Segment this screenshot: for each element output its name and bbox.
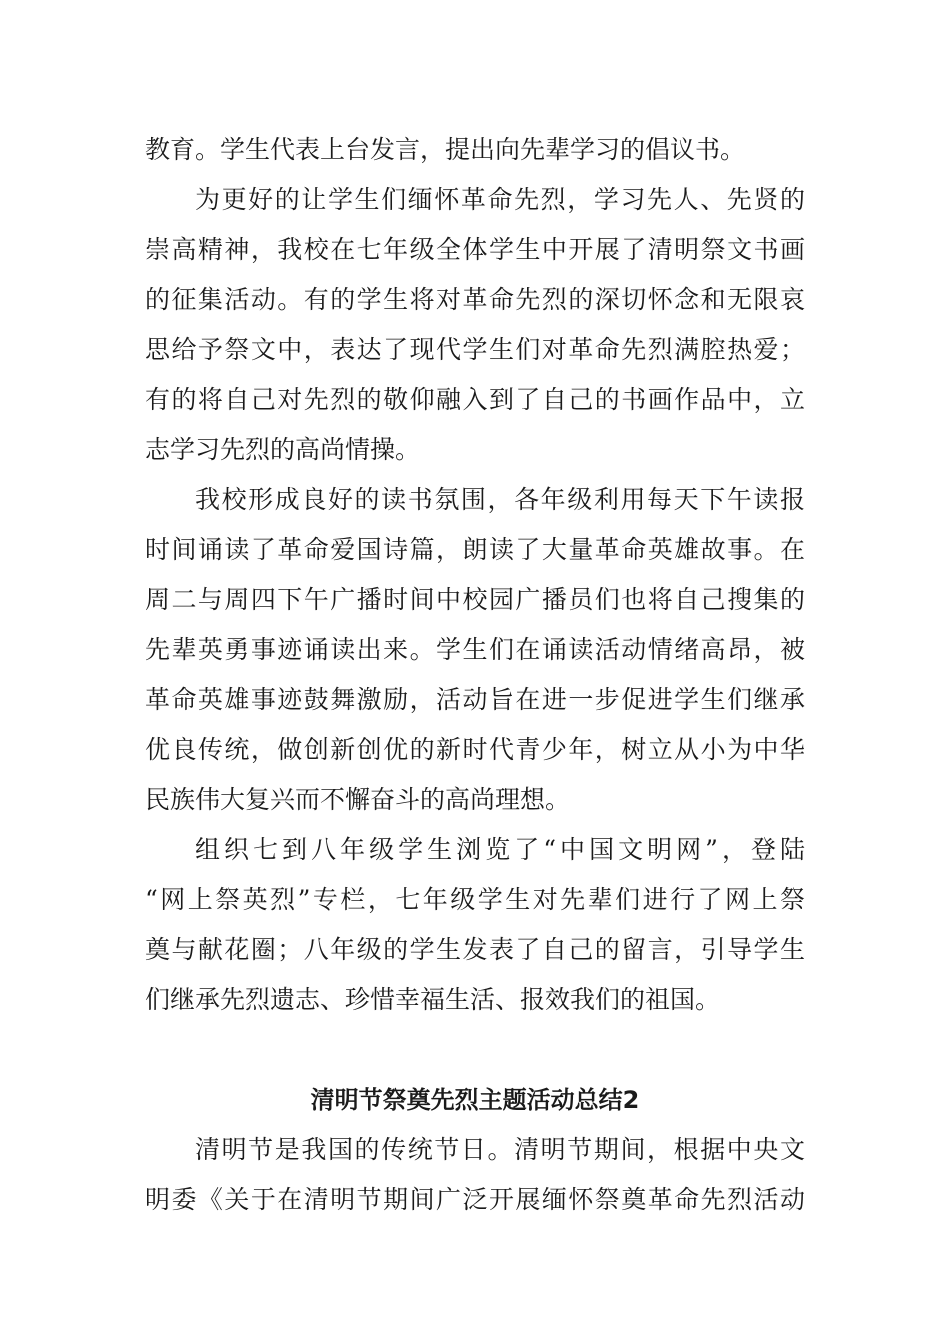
paragraph-3-line-1: 我校形成良好的读书氛围，各年级利用每天下午读报 xyxy=(195,485,805,514)
section-paragraph-line-2: 明委《关于在清明节期间广泛开展缅怀祭奠革命先烈活动 xyxy=(145,1185,805,1214)
paragraph-2-line-4: 思给予祭文中，表达了现代学生们对革命先烈满腔热爱； xyxy=(145,335,805,364)
paragraph-2-line-5: 有的将自己对先烈的敬仰融入到了自己的书画作品中，立 xyxy=(145,385,805,414)
paragraph-3-line-7: 民族伟大复兴而不懈奋斗的高尚理想。 xyxy=(145,785,571,814)
paragraph-1-line-1: 教育。学生代表上台发言，提出向先辈学习的倡议书。 xyxy=(145,135,746,164)
paragraph-2-line-3: 的征集活动。有的学生将对革命先烈的深切怀念和无限哀 xyxy=(145,285,805,314)
paragraph-4-line-1: 组织七到八年级学生浏览了“中国文明网”，登陆 xyxy=(195,835,805,864)
section-paragraph-line-1: 清明节是我国的传统节日。清明节期间，根据中央文 xyxy=(195,1135,805,1164)
paragraph-2-line-2: 崇高精神，我校在七年级全体学生中开展了清明祭文书画 xyxy=(145,235,805,264)
paragraph-4-line-4: 们继承先烈遗志、珍惜幸福生活、报效我们的祖国。 xyxy=(145,985,721,1014)
paragraph-3-line-2: 时间诵读了革命爱国诗篇，朗读了大量革命英雄故事。在 xyxy=(145,535,805,564)
paragraph-3-line-5: 革命英雄事迹鼓舞激励，活动旨在进一步促进学生们继承 xyxy=(145,685,805,714)
paragraph-3-line-3: 周二与周四下午广播时间中校园广播员们也将自己搜集的 xyxy=(145,585,805,614)
paragraph-4-line-2: “网上祭英烈”专栏，七年级学生对先辈们进行了网上祭 xyxy=(145,885,805,914)
section-heading: 清明节祭奠先烈主题活动总结2 xyxy=(310,1086,640,1114)
paragraph-3-line-4: 先辈英勇事迹诵读出来。学生们在诵读活动情绪高昂，被 xyxy=(145,635,805,664)
paragraph-4-line-3: 奠与献花圈；八年级的学生发表了自己的留言，引导学生 xyxy=(145,935,805,964)
paragraph-2-line-1: 为更好的让学生们缅怀革命先烈，学习先人、先贤的 xyxy=(195,185,805,214)
paragraph-2-line-6: 志学习先烈的高尚情操。 xyxy=(145,435,421,464)
paragraph-3-line-6: 优良传统，做创新创优的新时代青少年，树立从小为中华 xyxy=(145,735,805,764)
